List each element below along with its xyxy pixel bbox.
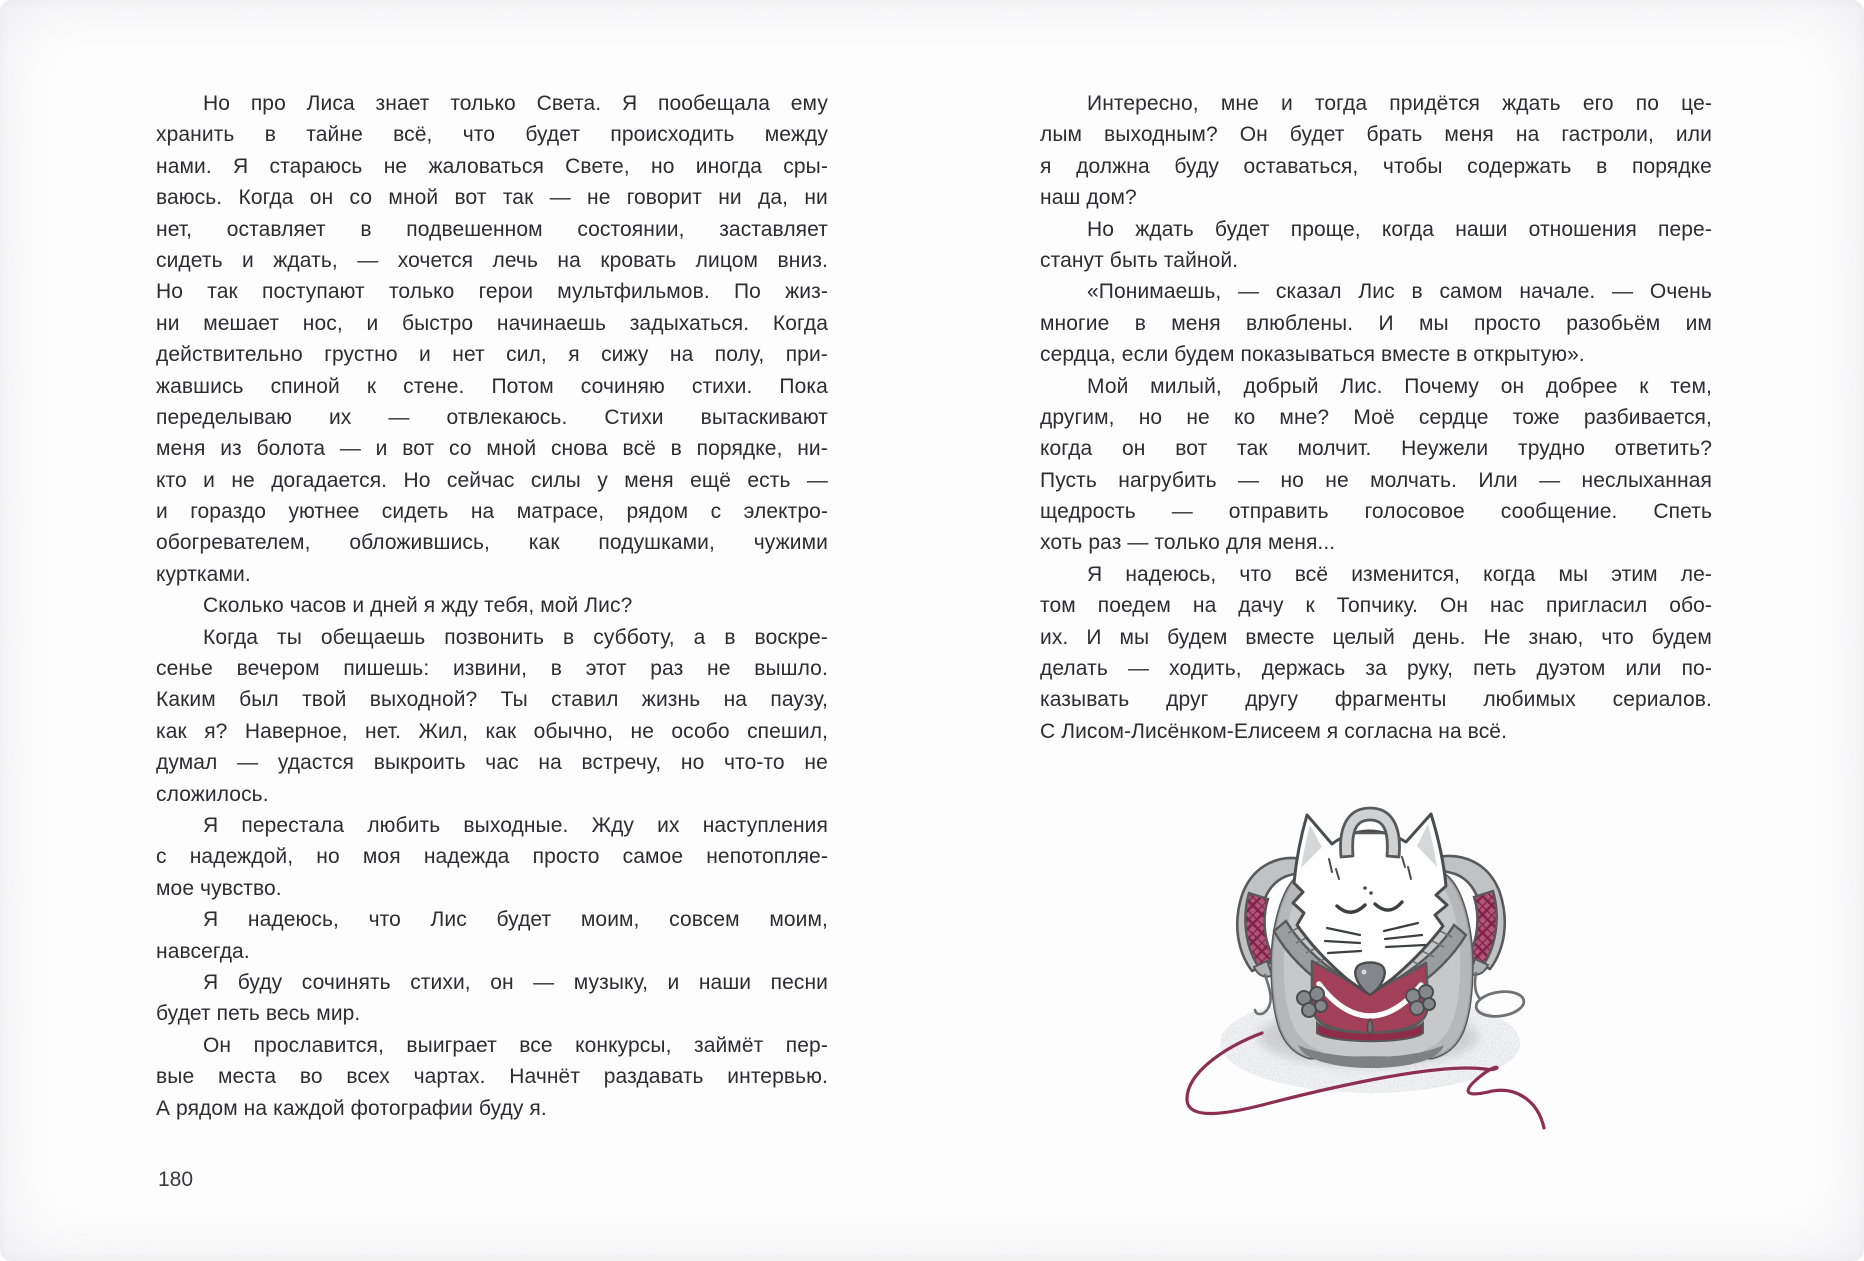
text-line: кто и не догадается. Но сейчас силы у меня ещё есть — <box>156 468 828 492</box>
text-line: меня из болота — и вот со мной снова всё в порядке, ни- <box>156 437 828 461</box>
text-line: навсегда. <box>156 939 250 963</box>
text-line: Но так поступают только герои мультфильмов. По жиз- <box>156 280 828 304</box>
text-line: Он прославится, выиграет все конкурсы, займёт пер- <box>203 1033 828 1057</box>
text-line: том поедем на дачу к Топчику. Он нас пригласил обо- <box>1040 594 1712 618</box>
text-line: многие в меня влюблены. И мы просто разобьём им <box>1040 311 1712 335</box>
text-line: вые места во всех чартах. Начнёт раздавать интервью. <box>156 1065 828 1089</box>
text-line: куртками. <box>156 562 251 586</box>
text-line: нами. Я стараюсь не жаловаться Свете, но иногда сры- <box>156 154 828 178</box>
text-line: Но ждать будет проще, когда наши отношения пере- <box>1087 217 1712 241</box>
text-line: нет, оставляет в подвешенном состоянии, заставляет <box>156 217 828 241</box>
fox-backpack-illustration <box>1170 795 1570 1175</box>
text-line: Сколько часов и дней я жду тебя, мой Лис? <box>203 594 633 618</box>
text-line: и гораздо уютнее сидеть на матрасе, рядом с электро- <box>156 500 828 524</box>
right-page-text <box>1040 88 1712 747</box>
text-line: лым выходным? Он будет брать меня на гастроли, или <box>1040 123 1712 147</box>
text-line: действительно грустно и нет сил, я сижу на полу, при- <box>156 343 828 367</box>
text-line: казывать друг другу фрагменты любимых сериалов. <box>1040 688 1712 712</box>
text-line: наш дом? <box>1040 186 1137 210</box>
text-line: я должна буду оставаться, чтобы содержать в порядке <box>1040 154 1712 178</box>
text-line: Я надеюсь, что всё изменится, когда мы этим ле- <box>1087 562 1712 586</box>
page-number: 180 <box>158 1168 194 1191</box>
text-line: Я надеюсь, что Лис будет моим, совсем моим, <box>203 908 828 932</box>
text-line: будет петь весь мир. <box>156 1002 361 1026</box>
text-line: другим, но не ко мне? Моё сердце тоже разбивается, <box>1040 405 1712 429</box>
text-line: Мой милый, добрый Лис. Почему он добрее к тем, <box>1087 374 1712 398</box>
text-line: Но про Лиса знает только Света. Я пообещала ему <box>203 92 828 115</box>
text-line: Я буду сочинять стихи, он — музыку, и наши песни <box>203 970 828 994</box>
text-line: хранить в тайне всё, что будет происходить между <box>156 123 828 147</box>
text-line: делать — ходить, держась за руку, петь дуэтом или по- <box>1040 657 1712 681</box>
text-line: сидеть и ждать, — хочется лечь на кровать лицом вниз. <box>156 248 828 272</box>
text-line: ваюсь. Когда он со мной вот так — не говорит ни да, ни <box>156 186 828 210</box>
text-line: думал — удастся выкроить час на встречу, но что-то не <box>156 751 828 775</box>
text-line: сердца, если будем показываться вместе в открытую». <box>1040 343 1585 367</box>
left-page-text <box>156 88 828 1124</box>
text-line: Я перестала любить выходные. Жду их наступления <box>203 813 828 837</box>
text-line: С Лисом-Лисёнком-Елисеем я согласна на всё. <box>1040 719 1508 743</box>
text-line: мое чувство. <box>156 876 282 900</box>
text-line: станут быть тайной. <box>1040 248 1239 272</box>
text-line: переделываю их — отвлекаюсь. Стихи вытаскивают <box>156 405 828 429</box>
text-line: «Понимаешь, — сказал Лис в самом начале. — Очень <box>1087 280 1712 304</box>
text-line: жавшись спиной к стене. Потом сочиняю стихи. Пока <box>156 374 828 398</box>
text-line: когда он вот так молчит. Неужели трудно ответить? <box>1040 437 1712 461</box>
text-line: А рядом на каждой фотографии буду я. <box>156 1096 547 1120</box>
text-line: хоть раз — только для меня... <box>1040 531 1336 555</box>
text-line: с надеждой, но моя надежда просто самое непотопляе- <box>156 845 828 869</box>
text-line: их. И мы будем вместе целый день. Не знаю, что будем <box>1040 625 1712 649</box>
text-line: Каким был твой выходной? Ты ставил жизнь на паузу, <box>156 688 828 712</box>
text-line: Интересно, мне и тогда придётся ждать его по це- <box>1087 92 1712 115</box>
text-line: ни мешает нос, и быстро начинаешь задыхаться. Когда <box>156 311 828 335</box>
text-line: щедрость — отправить голосовое сообщение. Спеть <box>1040 500 1712 524</box>
text-line: как я? Наверное, нет. Жил, как обычно, не особо спешил, <box>156 719 828 743</box>
text-line: сенье вечером пишешь: извини, в этот раз не вышло. <box>156 657 828 681</box>
text-line: сложилось. <box>156 782 269 806</box>
text-line: Пусть нагрубить — но не молчать. Или — неслыханная <box>1040 468 1712 492</box>
text-line: обогревателем, обложившись, как подушками, чужими <box>156 531 828 555</box>
text-line: Когда ты обещаешь позвонить в субботу, а в воскре- <box>203 625 828 649</box>
